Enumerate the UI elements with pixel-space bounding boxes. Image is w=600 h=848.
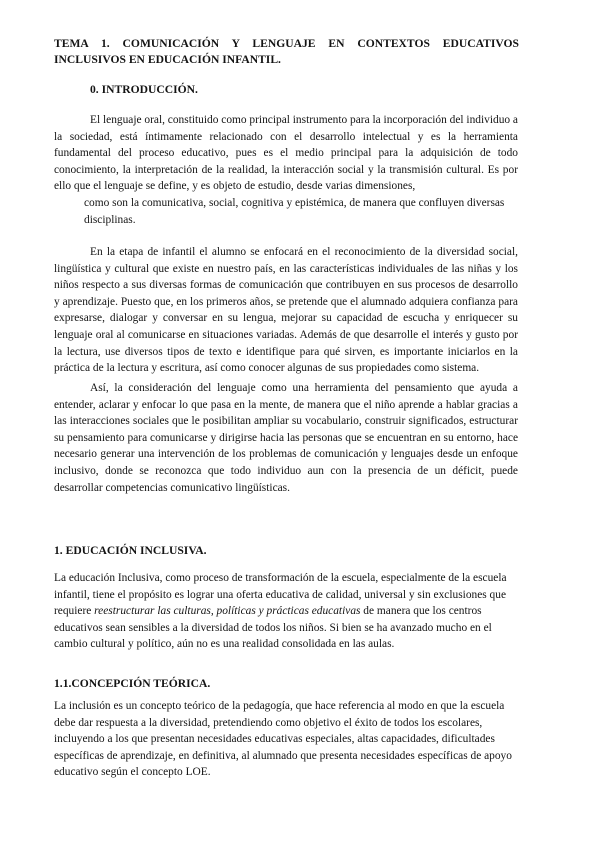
paragraph-intro-1 [54, 112, 518, 228]
paragraph-intro-1-text: El lenguaje oral, constituido como principal instrumento para la incorporación del individuo a la sociedad, está íntimamente relacionado con el desarrollo intelectual y es la herramienta fundamental del proceso educativo, pues es el medio principal para la adquisición de todo conocimiento, la interpretación de la realidad, la interacción social y la transmisión cultural. Es por ello que el lenguaje se define, y es objeto de estudio, desde varias dimensiones, [54, 114, 518, 193]
paragraph-concepcion-teorica: La inclusión es un concepto teórico de la pedagogía, que hace referencia al modo en que la escuela debe dar respuesta a la diversidad, pretendiendo como objetivo el éxito de todos los escolares, incluyendo a los que presentan necesidades educativas especiales, altas capacidades, dificultades específicas de aprendizaje, en definitiva, al alumnado que presenta necesidades específicas de apoyo educativo según el concepto LOE. [54, 700, 512, 779]
paragraph-intro-1-continuation: como son la comunicativa, social, cognitiva y epistémica, de manera que confluyen diversas disciplinas. [84, 196, 505, 226]
heading-concepcion-teorica: 1.1.CONCEPCIÓN TEÓRICA. [54, 677, 211, 690]
heading-introduccion: 0. INTRODUCCIÓN. [90, 83, 198, 96]
paragraph-intro-2: En la etapa de infantil el alumno se enfocará en el reconocimiento de la diversidad social, lingüística y cultural que existe en nuestro país, en las características individuales de las niñas y los niños respecto a sus diversas formas de comunicación que contribuyen en sus procesos de desarrollo y aprendizaje. Puesto que, en los primeros años, se pretende que el alumnado adquiera confianza para expresarse, dialogar y conversar en su lengua, mejorar su capacidad de escucha y enriquecer su lenguaje oral al comunicarse en situaciones variadas. Además de que desarrolle el interés y gusto por la lectura, use diversos tipos de texto e identifique para qué sirven, es importante iniciarlos en la práctica de la lectura y escritura, así como conocer algunas de sus propiedades como sistema. [54, 246, 518, 375]
paragraph-educacion-inclusiva [54, 570, 524, 653]
paragraph-ei-italic-phrase: reestructurar las culturas, políticas y prácticas educativas [94, 605, 361, 618]
paragraph-ei-text-end: de manera que los centros educativos sean sensibles a la diversidad de todos los niños. Si bien se ha avanzado mucho en el cambio cultural y político, aún no es una realidad consolidada en las aulas. [54, 605, 492, 651]
paragraph-intro-3: Así, la consideración del lenguaje como una herramienta del pensamiento que ayuda a entender, aclarar y enfocar lo que pasa en la mente, de manera que el niño aprende a hablar gracias a las interacciones sociales que le posibilitan ampliar su vocabulario, construir significados, estructurar su pensamiento para comunicarse y dirigirse hacia las personas que se encuentran en su entorno, hace necesario generar una intervención de los problemas de comunicación y lenguajes desde un enfoque inclusivo, donde se reconozca que todo individuo aun con la presencia de un déficit, puede desarrollar competencias comunicativo lingüísticas. [54, 382, 518, 494]
paragraph-ei-text-start: La educación Inclusiva, como proceso de transformación de la escuela, especialmente de la escuela infantil, tiene el propósito es lograr una oferta educativa de calidad, universal y sin exclusiones que requiere [54, 572, 507, 618]
document-title: TEMA 1. COMUNICACIÓN Y LENGUAJE EN CONTEXTOS EDUCATIVOS INCLUSIVOS EN EDUCACIÓN INFANTIL. [54, 37, 519, 67]
heading-educacion-inclusiva: 1. EDUCACIÓN INCLUSIVA. [54, 544, 207, 557]
